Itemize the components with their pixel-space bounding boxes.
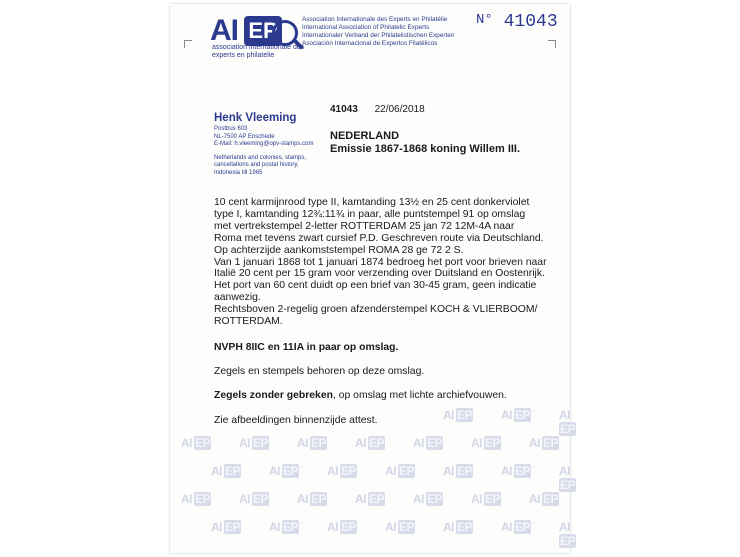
body-line: Roma met tevens zwart cursief P.D. Geschreven route via Deutschland. [214,232,544,244]
corner-mark [184,40,192,48]
body-line: Rechtsboven 2-regelig groen afzenderstempel KOCH & VLIERBOOM/ [214,304,538,316]
address-line: NL-7500 AP Enschede [214,133,275,140]
logo-subtitle: association internationale des experts en philatelie [212,44,305,59]
certificate-number-value: 41043 [503,12,558,32]
watermark-logo: AI EP [529,492,559,506]
opinion-line: Zegels en stempels behoren op deze omslag. [214,366,425,377]
reference-number: 41043 [330,104,358,115]
expert-name: Henk Vleeming [214,112,297,124]
watermark-logo: AI EP [413,436,443,450]
body-line: type I, kamtanding 12¾:11¾ in paar, alle puntstempel 91 op omslag [214,208,526,220]
reference-date: 22/06/2018 [374,104,425,115]
subject-issue: Emissie 1867-1868 koning Willem III. [330,143,521,155]
description-body [214,197,566,328]
body-line: met vertrekstempel 2-letter ROTTERDAM 25 jan 72 12M-4A naar [214,220,515,232]
condition-bold: Zegels zonder gebreken [214,390,333,401]
watermark-logo: AI EP [355,492,385,506]
watermark-logo: AIEP [559,464,576,492]
body-line: Het port van 60 cent duidt op een brief van 30-45 gram, geen indicatie [214,280,537,292]
expert-block [214,112,334,177]
condition-line [214,390,507,401]
watermark-logo: AI EP [181,492,211,506]
body-line: Van 1 januari 1868 tot 1 januari 1874 bedroeg het port voor brieven naar [214,256,547,268]
certificate-sheet [170,4,576,553]
specialty-line: Indonesia till 1965 [214,169,263,176]
association-line: Association Internationale des Experts en Philatélie [302,16,448,23]
watermark-logo: AI EP [385,520,415,534]
watermark-logo: AI EP [327,520,357,534]
watermark-logo: AIEP [559,520,576,548]
association-names [302,16,482,48]
subject-country: NEDERLAND [330,130,400,142]
watermark-logo: AI EP [529,436,559,450]
body-line: Italië 20 cent per 15 gram voor verzending over Duitsland en Oostenrijk. [214,268,545,280]
watermark-logo: AI EP [443,408,473,422]
watermark-logo: AI EP [355,436,385,450]
watermark-logo: AI EP [269,464,299,478]
reference-line [330,104,425,115]
watermark-logo: AI EP [443,464,473,478]
specialty-line: Netherlands and colonies, stamps, [214,154,307,161]
watermark-logo: AI EP [211,464,241,478]
body-line: 10 cent karmijnrood type II, kamtanding 13½ en 25 cent donkerviolet [214,197,530,208]
certificate-number [476,12,558,32]
body-line: Op achterzijde aankomststempel ROMA 28 ge 72 2 S. [214,244,464,256]
watermark-logo: AI EP [181,436,211,450]
body-line: ROTTERDAM. [214,316,283,328]
address-line: E-Mail: h.vleeming@opv-stamps.com [214,141,314,147]
watermark-logo: AI EP [385,464,415,478]
watermark-logo: AI EP [501,408,531,422]
watermark-logo: AI EP [471,492,501,506]
aiep-logo: AI EP association internationale des experts en philatelie [210,14,330,74]
number-prefix: N° [476,12,493,28]
watermark-logo: AI EP [501,464,531,478]
watermark-logo: AI EP [327,464,357,478]
subject-block [330,130,520,156]
association-line: International Association of Philatelic Experts [302,24,430,31]
expert-address [214,126,334,149]
see-images-line: Zie afbeeldingen binnenzijde attest. [214,415,378,426]
watermark-logo: AI EP [501,520,531,534]
watermark-logo: AI EP [443,520,473,534]
condition-rest: , op omslag met lichte archiefvouwen. [332,390,507,401]
expert-specialty [214,155,334,178]
body-line: aanwezig. [214,292,261,304]
address-line: Postbus 603 [214,126,248,132]
nvph-catalogue-line: NVPH 8IIC en 11IA in paar op omslag. [214,342,399,353]
watermark-logo: AIEP [559,408,576,436]
watermark-logo: AI EP [239,492,269,506]
watermark-logo: AI EP [211,520,241,534]
watermark-logo: AI EP [297,492,327,506]
watermark-logo: AI EP [413,492,443,506]
corner-mark [548,40,556,48]
association-line: Asociación Internacional de Expertos Filatélicos [302,40,438,47]
association-line: Internationaler Verband der Philatelistischen Experten [302,32,455,39]
watermark-logo: AI EP [297,436,327,450]
watermark-logo: AI EP [239,436,269,450]
watermark-logo: AI EP [269,520,299,534]
watermark-logo: AI EP [471,436,501,450]
specialty-line: cancellations and postal history, [214,162,299,168]
